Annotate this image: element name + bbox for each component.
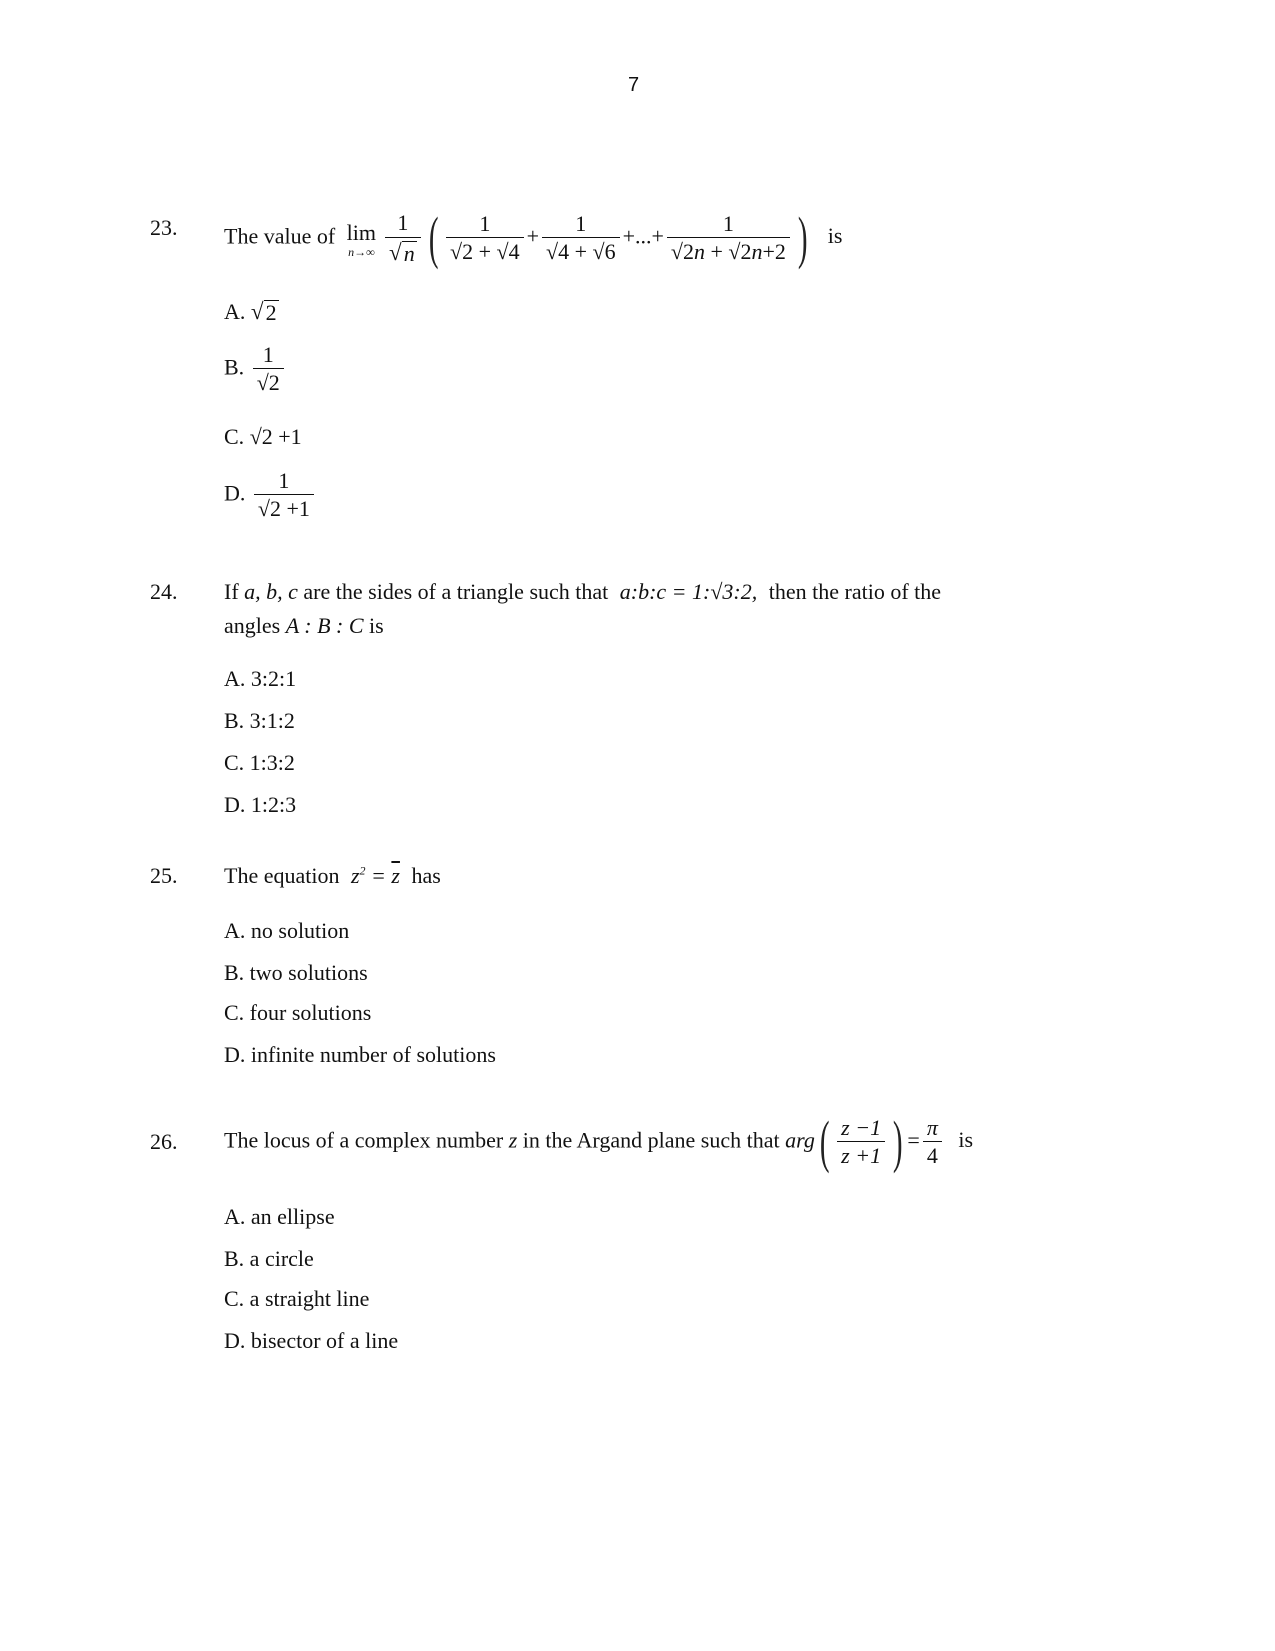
left-paren: (: [819, 1109, 830, 1174]
text: then the ratio of the: [768, 579, 942, 604]
option-23-b[interactable]: [224, 342, 287, 397]
left-paren: (: [428, 205, 439, 270]
option-25-d[interactable]: D. infinite number of solutions: [224, 1042, 496, 1067]
right-paren: ): [797, 205, 808, 270]
option-24-b[interactable]: B. 3:1:2: [224, 708, 295, 733]
lim-subscript: n→∞: [348, 245, 375, 259]
math-value: √2 +1: [249, 424, 302, 449]
option-label: A.: [224, 299, 246, 324]
term-n: $\frac{1}{√2n + √2n+2}$: [667, 211, 790, 266]
option-label: B.: [224, 354, 245, 380]
text: If: [224, 579, 239, 604]
option-label: C.: [224, 424, 245, 449]
option-26-a[interactable]: A. an ellipse: [224, 1204, 335, 1229]
math-value: $\frac{1}{√2 +1}$: [254, 468, 314, 523]
option-24-d[interactable]: D. 1:2:3: [224, 792, 297, 817]
variables: a, b, c: [244, 579, 298, 604]
option-26-d[interactable]: D. bisector of a line: [224, 1328, 399, 1353]
question-number: 24.: [150, 579, 178, 604]
text: The locus of a complex number: [224, 1127, 504, 1153]
question-text: The locus of a complex number z in the Argand plane such that arg( $\frac{z -1}{z +1}$ ) = $\frac{\pi}{4}$ is: [224, 1106, 1124, 1179]
fraction-pi-over-4: $\frac{\pi}{4}$: [923, 1115, 942, 1170]
option-26-c[interactable]: C. a straight line: [224, 1286, 370, 1311]
term-2: $\frac{1}{√4 + √6}$: [542, 211, 620, 266]
text: angles: [224, 612, 281, 638]
math-value: √ 2: [250, 298, 277, 325]
given-ratio: a:b:c = 1:√3:2,: [619, 579, 758, 604]
question-text: [224, 862, 1124, 890]
option-26-b[interactable]: B. a circle: [224, 1246, 314, 1271]
option-24-c[interactable]: C. 1:3:2: [224, 750, 295, 775]
fraction-1-over-sqrt-n: 1 √ n: [385, 210, 421, 266]
text: are the sides of a triangle such that: [303, 579, 609, 604]
option-23-a[interactable]: [224, 298, 279, 325]
page-number: 7: [628, 74, 640, 96]
option-23-c[interactable]: [224, 424, 302, 450]
question-number: 26.: [150, 1129, 178, 1154]
math-value: $\frac{1}{√2}$: [253, 342, 284, 397]
lim-word: lim: [346, 219, 377, 245]
arg-function: arg: [785, 1127, 815, 1153]
option-25-a[interactable]: A. no solution: [224, 918, 350, 943]
text: has: [411, 863, 441, 888]
question-lead: The value of: [224, 223, 336, 249]
fraction-z: $\frac{z -1}{z +1}$: [837, 1115, 885, 1170]
option-25-b[interactable]: B. two solutions: [224, 960, 368, 985]
variable-z: z: [508, 1127, 518, 1153]
question-number: 25.: [150, 863, 178, 888]
equation: $z^2 = \overline{z}$: [350, 863, 400, 888]
text: is: [369, 612, 384, 638]
text: is: [958, 1127, 974, 1153]
question-text: The value of lim n→∞ 1 √ n ( $\frac{1}{√2 + √4}$ + $\frac{1}{√4 + √6}$ +...+ $\frac{1}{√2n + √2n+2}$ ) is: [224, 202, 1124, 275]
term-1: $\frac{1}{√2 + √4}$: [446, 211, 524, 266]
option-label: D.: [224, 480, 246, 506]
option-24-a[interactable]: A. 3:2:1: [224, 666, 297, 691]
question-text: [224, 578, 1124, 639]
right-paren: ): [892, 1109, 903, 1174]
angle-ratio: A : B : C: [285, 612, 364, 638]
question-trail: is: [827, 223, 843, 249]
option-25-c[interactable]: C. four solutions: [224, 1000, 372, 1025]
question-number: 23.: [150, 215, 178, 240]
limit-operator: [347, 219, 376, 259]
text: in the Argand plane such that: [522, 1127, 780, 1153]
option-23-d[interactable]: [224, 468, 317, 523]
text: The equation: [224, 863, 340, 888]
